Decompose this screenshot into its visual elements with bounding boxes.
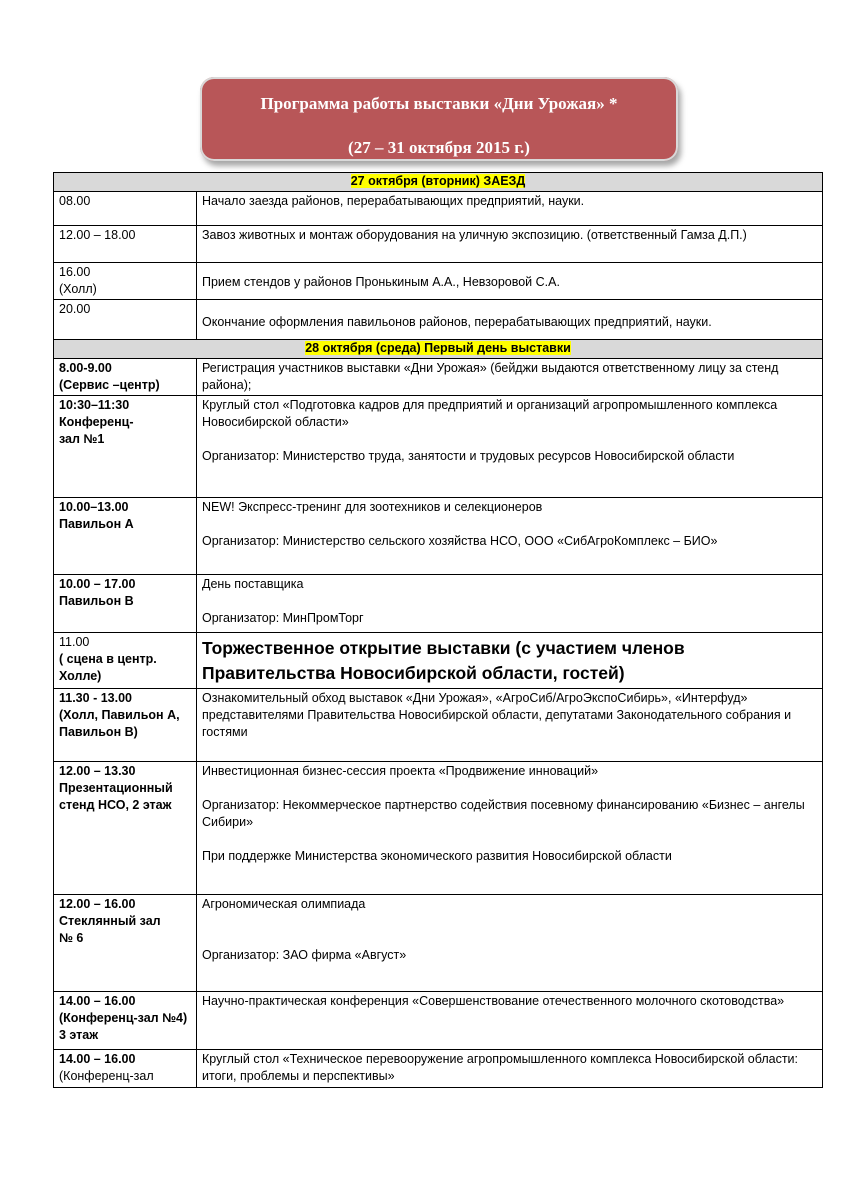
time-cell: 14.00 – 16.00 (Конференц-зал №4) 3 этаж: [54, 992, 197, 1050]
time-cell: 11.00 ( сцена в центр. Холле): [54, 633, 197, 689]
description-cell: Научно-практическая конференция «Совершенствование отечественного молочного скотоводства»: [197, 992, 823, 1050]
table-row: [54, 192, 823, 226]
time-cell: 20.00: [54, 300, 197, 340]
time-cell: 14.00 – 16.00 (Конференц-зал: [54, 1050, 197, 1088]
time-cell: 12.00 – 16.00 Стеклянный зал № 6: [54, 895, 197, 992]
day-header-row: [54, 340, 823, 359]
table-row: [54, 359, 823, 396]
description-cell: Начало заезда районов, перерабатывающих предприятий, науки.: [197, 192, 823, 226]
table-row: [54, 633, 823, 689]
day-title: 28 октября (среда) Первый день выставки: [305, 341, 571, 355]
description-cell: Инвестиционная бизнес-сессия проекта «Продвижение инноваций» Организатор: Некоммерческое партнерство содействия посевному финансированию «Бизнес – ангелы Сибири» При поддержке Министерства экономического развития Новосибирской области: [197, 762, 823, 895]
table-row: [54, 396, 823, 498]
table-row: [54, 575, 823, 633]
description-cell: Круглый стол «Техническое перевооружение агропромышленного комплекса Новосибирской области: итоги, проблемы и перспективы»: [197, 1050, 823, 1088]
table-row: [54, 226, 823, 263]
table-row: [54, 263, 823, 300]
time-cell: 12.00 – 18.00: [54, 226, 197, 263]
table-row: [54, 689, 823, 762]
time-cell: 10.00–13.00 Павильон А: [54, 498, 197, 575]
time-cell: 08.00: [54, 192, 197, 226]
description-cell: Ознакомительный обход выставок «Дни Урожая», «АгроСиб/АгроЭкспоСибирь», «Интерфуд» представителями Правительства Новосибирской области, депутатами Законодательного собрания и гостями: [197, 689, 823, 762]
table-row: [54, 762, 823, 895]
description-cell: Круглый стол «Подготовка кадров для предприятий и организаций агропромышленного комплекса Новосибирской области» Организатор: Министерство труда, занятости и трудовых ресурсов Новосибирской области: [197, 396, 823, 498]
opening-ceremony: Торжественное открытие выставки (с участием членов Правительства Новосибирской области, гостей): [202, 638, 685, 683]
time-cell: 11.30 - 13.00 (Холл, Павильон А, Павильон В): [54, 689, 197, 762]
day-title: 27 октября (вторник) ЗАЕЗД: [350, 174, 526, 188]
time-cell: 16.00 (Холл): [54, 263, 197, 300]
time-cell: 8.00-9.00 (Сервис –центр): [54, 359, 197, 396]
table-row: [54, 498, 823, 575]
table-row: [54, 895, 823, 992]
time-cell: 10.00 – 17.00 Павильон В: [54, 575, 197, 633]
description-cell: Завоз животных и монтаж оборудования на уличную экспозицию. (ответственный Гамза Д.П.): [197, 226, 823, 263]
program-dates: (27 – 31 октября 2015 г.): [348, 138, 530, 157]
table-row: [54, 992, 823, 1050]
table-row: [54, 1050, 823, 1088]
time-cell: 10:30–11:30 Конференц-зал №1: [54, 396, 197, 498]
program-title-banner: [200, 77, 678, 161]
schedule-table: [53, 172, 823, 1088]
description-cell: Окончание оформления павильонов районов, перерабатывающих предприятий, науки.: [197, 300, 823, 340]
description-cell: Агрономическая олимпиада Организатор: ЗАО фирма «Август»: [197, 895, 823, 992]
time-cell: 12.00 – 13.30 Презентационный стенд НСО, 2 этаж: [54, 762, 197, 895]
table-row: [54, 300, 823, 340]
description-cell: NEW! Экспресс-тренинг для зоотехников и селекционеров Организатор: Министерство сельского хозяйства НСО, ООО «СибАгроКомплекс – БИО»: [197, 498, 823, 575]
day-header-row: [54, 173, 823, 192]
description-cell: День поставщика Организатор: МинПромТорг: [197, 575, 823, 633]
description-cell: Регистрация участников выставки «Дни Урожая» (бейджи выдаются ответственному лицу за стенд района);: [197, 359, 823, 396]
description-cell: Прием стендов у районов Пронькиным А.А., Невзоровой С.А.: [197, 263, 823, 300]
program-title: Программа работы выставки «Дни Урожая» *: [260, 94, 618, 113]
description-cell: [197, 633, 823, 689]
